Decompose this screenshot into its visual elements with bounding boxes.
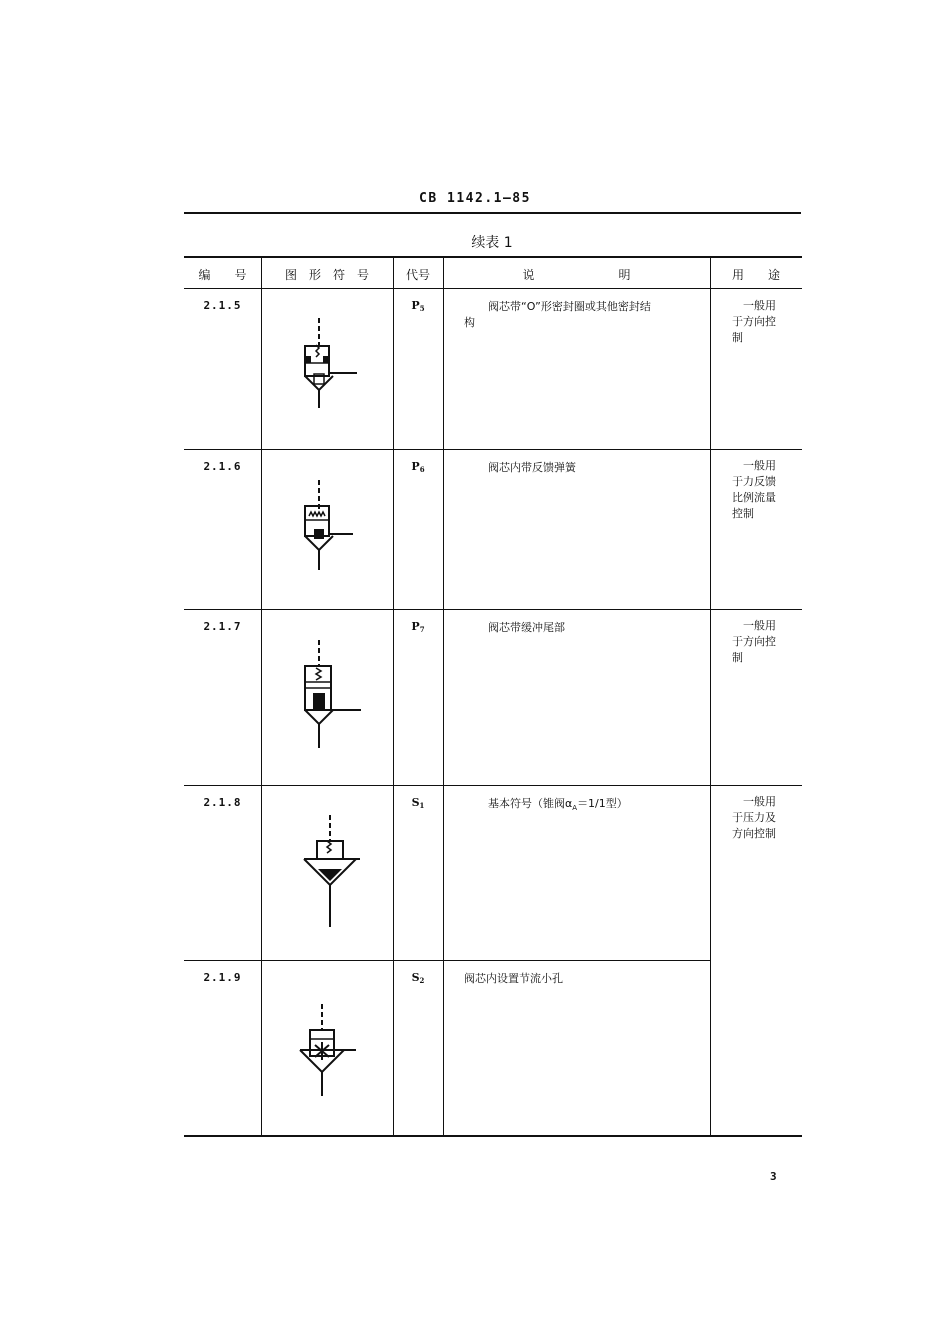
- row-divider: [184, 449, 802, 450]
- row-description: 阀芯内设置节流小孔: [464, 972, 563, 985]
- row-description: 阀芯带缓冲尾部: [488, 621, 565, 634]
- column-header-number: 编 号: [198, 268, 247, 282]
- row-divider: [184, 609, 802, 610]
- row-code: $P_6$: [411, 460, 425, 474]
- row-description: 阀芯带“O”形密封圈或其他密封结 构: [464, 300, 651, 329]
- row-code: $S_1$: [411, 796, 425, 810]
- row-code: $P_5$: [411, 299, 425, 313]
- valve-core-damping-tail-icon: [295, 640, 367, 750]
- row-description: 阀芯内带反馈弹簧: [488, 461, 576, 474]
- header-rule: [184, 212, 801, 214]
- row-number: 2.1.7: [203, 620, 242, 633]
- page-number: 3: [770, 1170, 777, 1183]
- column-header-symbol: 图 形 符 号: [284, 268, 369, 282]
- poppet-valve-basic-icon: [300, 815, 364, 930]
- column-header-use: 用 途: [731, 268, 780, 282]
- row-use: 一般用 于力反馈 比例流量 控制: [732, 459, 776, 520]
- row-use: 一般用 于方向控 制: [732, 619, 776, 664]
- table-bottom-border: [184, 1135, 802, 1137]
- standard-number: CB 1142.1—85: [419, 191, 531, 206]
- row-code: $S_2$: [411, 971, 425, 985]
- column-header-description: 说 明: [522, 268, 631, 282]
- row-number: 2.1.9: [203, 971, 242, 984]
- row-description: 基本符号（锥阀$\alpha_A=1/1$型）: [488, 797, 628, 813]
- poppet-valve-throttle-orifice-icon: [298, 1004, 362, 1098]
- valve-core-o-ring-seal-icon: [295, 318, 365, 410]
- table-title: 续表 1: [471, 235, 513, 251]
- row-divider: [184, 785, 802, 786]
- row-number: 2.1.8: [203, 796, 242, 809]
- row-use: 一般用 于压力及 方向控制: [732, 795, 776, 840]
- row-number: 2.1.5: [203, 299, 242, 312]
- row-number: 2.1.6: [203, 460, 242, 473]
- column-header-code: 代号: [405, 268, 430, 282]
- row-divider: [184, 960, 710, 961]
- row-code: $P_7$: [411, 620, 425, 634]
- row-use: 一般用 于方向控 制: [732, 299, 776, 344]
- valve-core-feedback-spring-icon: [295, 480, 365, 572]
